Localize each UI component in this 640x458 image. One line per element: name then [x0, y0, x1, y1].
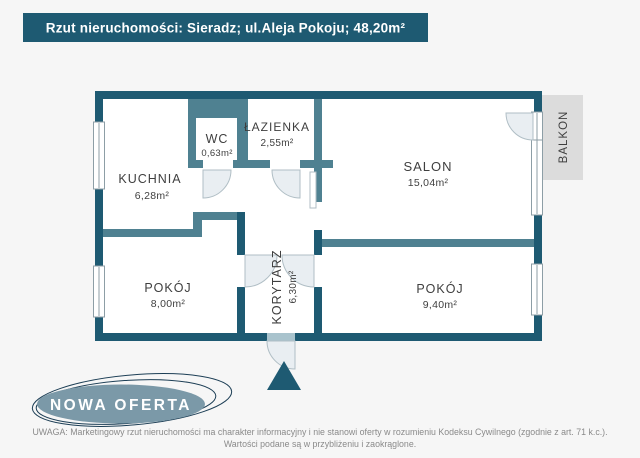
room-label-lazienka: ŁAZIENKA: [243, 120, 311, 134]
open-door-leaf: [310, 172, 316, 208]
window-room-right: [532, 264, 543, 315]
window-kitchen: [94, 122, 105, 189]
room-area-korytarz: 6,30m²: [288, 270, 299, 304]
agency-logo: [30, 366, 234, 433]
disclaimer-line2: Wartości podane są w przybliżeniu i zaokrąglone.: [223, 439, 417, 449]
room-label-salon: SALON: [403, 159, 453, 174]
page-title: Rzut nieruchomości: Sieradz; ul.Aleja Pokoju; 48,20m²: [45, 20, 406, 36]
room-area-salon: 15,04m²: [407, 177, 449, 189]
room-label-pokoj-left: POKÓJ: [144, 281, 192, 295]
disclaimer-line1: UWAGA: Marketingowy rzut nieruchomości ma charakter informacyjny i nie stanowi oferty w rozumieniu Kodeksu Cywilnego (zgodnie z art. 71 k.c.).: [32, 427, 608, 437]
room-area-wc: 0,63m²: [201, 148, 233, 159]
window-room-left: [94, 266, 105, 317]
disclaimer: [32, 427, 607, 449]
entrance-door-arc: [267, 341, 295, 369]
entrance-arrow-icon: [267, 361, 301, 390]
room-area-pokoj-right: 9,40m²: [422, 299, 458, 311]
room-label-korytarz: KORYTARZ: [270, 249, 284, 325]
balcony-label: BALKON: [558, 110, 570, 164]
logo-text: NOWA OFERTA: [49, 397, 193, 414]
room-area-kuchnia: 6,28m²: [134, 190, 170, 202]
entrance-threshold: [267, 333, 295, 341]
room-label-pokoj-right: POKÓJ: [416, 282, 464, 296]
room-label-wc: WC: [205, 132, 229, 146]
room-label-kuchnia: KUCHNIA: [118, 172, 182, 186]
room-area-pokoj-left: 8,00m²: [150, 298, 186, 310]
room-area-lazienka: 2,55m²: [260, 138, 294, 149]
